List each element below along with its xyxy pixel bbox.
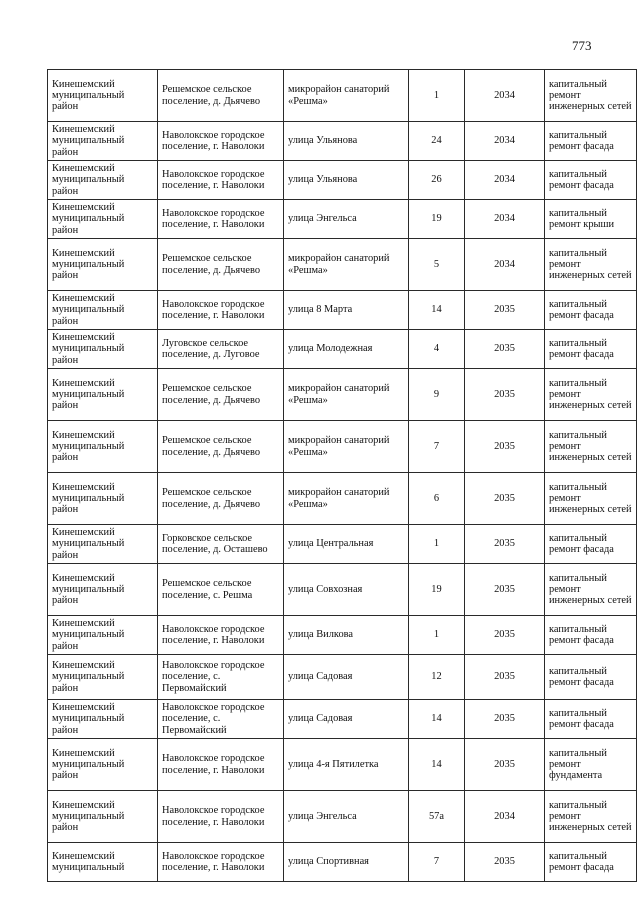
district-cell: Кинешемский муниципальный район (48, 791, 158, 843)
year-cell: 2035 (465, 330, 545, 369)
street-cell: улица Ульянова (284, 122, 409, 161)
settlement-cell: Решемское сельское поселение, д. Дьячево (158, 239, 284, 291)
settlement-cell: Наволокское городское поселение, г. Наволоки (158, 739, 284, 791)
settlement-cell: Горковское сельское поселение, д. Осташево (158, 525, 284, 564)
street-cell: улица 8 Марта (284, 291, 409, 330)
work-type-cell: капитальный ремонт фасада (545, 122, 637, 161)
house-number-cell: 7 (409, 421, 465, 473)
year-cell: 2035 (465, 616, 545, 655)
year-cell: 2034 (465, 70, 545, 122)
district-cell: Кинешемский муниципальный район (48, 291, 158, 330)
year-cell: 2034 (465, 791, 545, 843)
table-row (48, 200, 637, 239)
year-cell: 2035 (465, 473, 545, 525)
table-row (48, 369, 637, 421)
settlement-cell: Наволокское городское поселение, г. Наволоки (158, 291, 284, 330)
year-cell: 2035 (465, 525, 545, 564)
settlement-cell: Наволокское городское поселение, г. Наволоки (158, 200, 284, 239)
street-cell: улица Ульянова (284, 161, 409, 200)
street-cell: микрорайон санаторий «Решма» (284, 239, 409, 291)
settlement-cell: Наволокское городское поселение, г. Наволоки (158, 161, 284, 200)
settlement-cell: Решемское сельское поселение, д. Дьячево (158, 473, 284, 525)
table-row (48, 330, 637, 369)
settlement-cell: Наволокское городское поселение, г. Наволоки (158, 791, 284, 843)
registry-table (47, 69, 637, 882)
house-number-cell: 19 (409, 564, 465, 616)
year-cell: 2035 (465, 369, 545, 421)
year-cell: 2035 (465, 843, 545, 882)
district-cell: Кинешемский муниципальный район (48, 616, 158, 655)
table-row (48, 122, 637, 161)
house-number-cell: 5 (409, 239, 465, 291)
year-cell: 2034 (465, 200, 545, 239)
house-number-cell: 6 (409, 473, 465, 525)
district-cell: Кинешемский муниципальный район (48, 330, 158, 369)
work-type-cell: капитальный ремонт фасада (545, 525, 637, 564)
work-type-cell: капитальный ремонт инженерных сетей (545, 564, 637, 616)
street-cell: улица Совхозная (284, 564, 409, 616)
street-cell: микрорайон санаторий «Решма» (284, 70, 409, 122)
house-number-cell: 1 (409, 70, 465, 122)
street-cell: улица Энгельса (284, 200, 409, 239)
table-row (48, 70, 637, 122)
district-cell: Кинешемский муниципальный район (48, 473, 158, 525)
settlement-cell: Наволокское городское поселение, с. Первомайский (158, 655, 284, 700)
district-cell: Кинешемский муниципальный район (48, 200, 158, 239)
district-cell: Кинешемский муниципальный район (48, 161, 158, 200)
year-cell: 2035 (465, 291, 545, 330)
district-cell: Кинешемский муниципальный район (48, 700, 158, 739)
year-cell: 2034 (465, 239, 545, 291)
table-row (48, 525, 637, 564)
table-row (48, 239, 637, 291)
house-number-cell: 14 (409, 700, 465, 739)
work-type-cell: капитальный ремонт инженерных сетей (545, 70, 637, 122)
district-cell: Кинешемский муниципальный район (48, 525, 158, 564)
district-cell: Кинешемский муниципальный район (48, 122, 158, 161)
house-number-cell: 7 (409, 843, 465, 882)
work-type-cell: капитальный ремонт фасада (545, 655, 637, 700)
table-row (48, 616, 637, 655)
district-cell: Кинешемский муниципальный район (48, 739, 158, 791)
district-cell: Кинешемский муниципальный район (48, 655, 158, 700)
work-type-cell: капитальный ремонт инженерных сетей (545, 791, 637, 843)
work-type-cell: капитальный ремонт фасада (545, 700, 637, 739)
street-cell: улица Молодежная (284, 330, 409, 369)
table-row (48, 843, 637, 882)
house-number-cell: 4 (409, 330, 465, 369)
settlement-cell: Наволокское городское поселение, г. Наволоки (158, 843, 284, 882)
settlement-cell: Решемское сельское поселение, д. Дьячево (158, 421, 284, 473)
table-row (48, 291, 637, 330)
year-cell: 2035 (465, 564, 545, 616)
year-cell: 2034 (465, 122, 545, 161)
street-cell: микрорайон санаторий «Решма» (284, 473, 409, 525)
settlement-cell: Луговское сельское поселение, д. Луговое (158, 330, 284, 369)
work-type-cell: капитальный ремонт фасада (545, 330, 637, 369)
house-number-cell: 12 (409, 655, 465, 700)
year-cell: 2034 (465, 161, 545, 200)
year-cell: 2035 (465, 421, 545, 473)
table-row (48, 161, 637, 200)
street-cell: улица Энгельса (284, 791, 409, 843)
settlement-cell: Наволокское городское поселение, г. Наволоки (158, 122, 284, 161)
registry-table-body (48, 70, 637, 882)
work-type-cell: капитальный ремонт крыши (545, 200, 637, 239)
settlement-cell: Решемское сельское поселение, д. Дьячево (158, 70, 284, 122)
street-cell: улица Садовая (284, 655, 409, 700)
district-cell: Кинешемский муниципальный (48, 843, 158, 882)
house-number-cell: 26 (409, 161, 465, 200)
work-type-cell: капитальный ремонт инженерных сетей (545, 473, 637, 525)
street-cell: микрорайон санаторий «Решма» (284, 421, 409, 473)
house-number-cell: 14 (409, 739, 465, 791)
settlement-cell: Наволокское городское поселение, г. Наволоки (158, 616, 284, 655)
street-cell: улица Садовая (284, 700, 409, 739)
house-number-cell: 9 (409, 369, 465, 421)
district-cell: Кинешемский муниципальный район (48, 239, 158, 291)
settlement-cell: Решемское сельское поселение, д. Дьячево (158, 369, 284, 421)
table-row (48, 739, 637, 791)
work-type-cell: капитальный ремонт инженерных сетей (545, 369, 637, 421)
house-number-cell: 57а (409, 791, 465, 843)
year-cell: 2035 (465, 700, 545, 739)
work-type-cell: капитальный ремонт инженерных сетей (545, 239, 637, 291)
house-number-cell: 14 (409, 291, 465, 330)
settlement-cell: Наволокское городское поселение, с. Первомайский (158, 700, 284, 739)
table-row (48, 655, 637, 700)
year-cell: 2035 (465, 739, 545, 791)
page-number: 773 (572, 38, 592, 53)
street-cell: улица 4-я Пятилетка (284, 739, 409, 791)
street-cell: улица Вилкова (284, 616, 409, 655)
street-cell: микрорайон санаторий «Решма» (284, 369, 409, 421)
house-number-cell: 24 (409, 122, 465, 161)
year-cell: 2035 (465, 655, 545, 700)
district-cell: Кинешемский муниципальный район (48, 70, 158, 122)
street-cell: улица Центральная (284, 525, 409, 564)
work-type-cell: капитальный ремонт фасада (545, 616, 637, 655)
district-cell: Кинешемский муниципальный район (48, 369, 158, 421)
house-number-cell: 1 (409, 616, 465, 655)
table-row (48, 421, 637, 473)
work-type-cell: капитальный ремонт инженерных сетей (545, 421, 637, 473)
district-cell: Кинешемский муниципальный район (48, 564, 158, 616)
work-type-cell: капитальный ремонт фасада (545, 291, 637, 330)
house-number-cell: 1 (409, 525, 465, 564)
table-row (48, 700, 637, 739)
work-type-cell: капитальный ремонт фасада (545, 843, 637, 882)
work-type-cell: капитальный ремонт фундамента (545, 739, 637, 791)
house-number-cell: 19 (409, 200, 465, 239)
settlement-cell: Решемское сельское поселение, с. Решма (158, 564, 284, 616)
street-cell: улица Спортивная (284, 843, 409, 882)
district-cell: Кинешемский муниципальный район (48, 421, 158, 473)
table-row (48, 564, 637, 616)
table-row (48, 473, 637, 525)
table-row (48, 791, 637, 843)
work-type-cell: капитальный ремонт фасада (545, 161, 637, 200)
